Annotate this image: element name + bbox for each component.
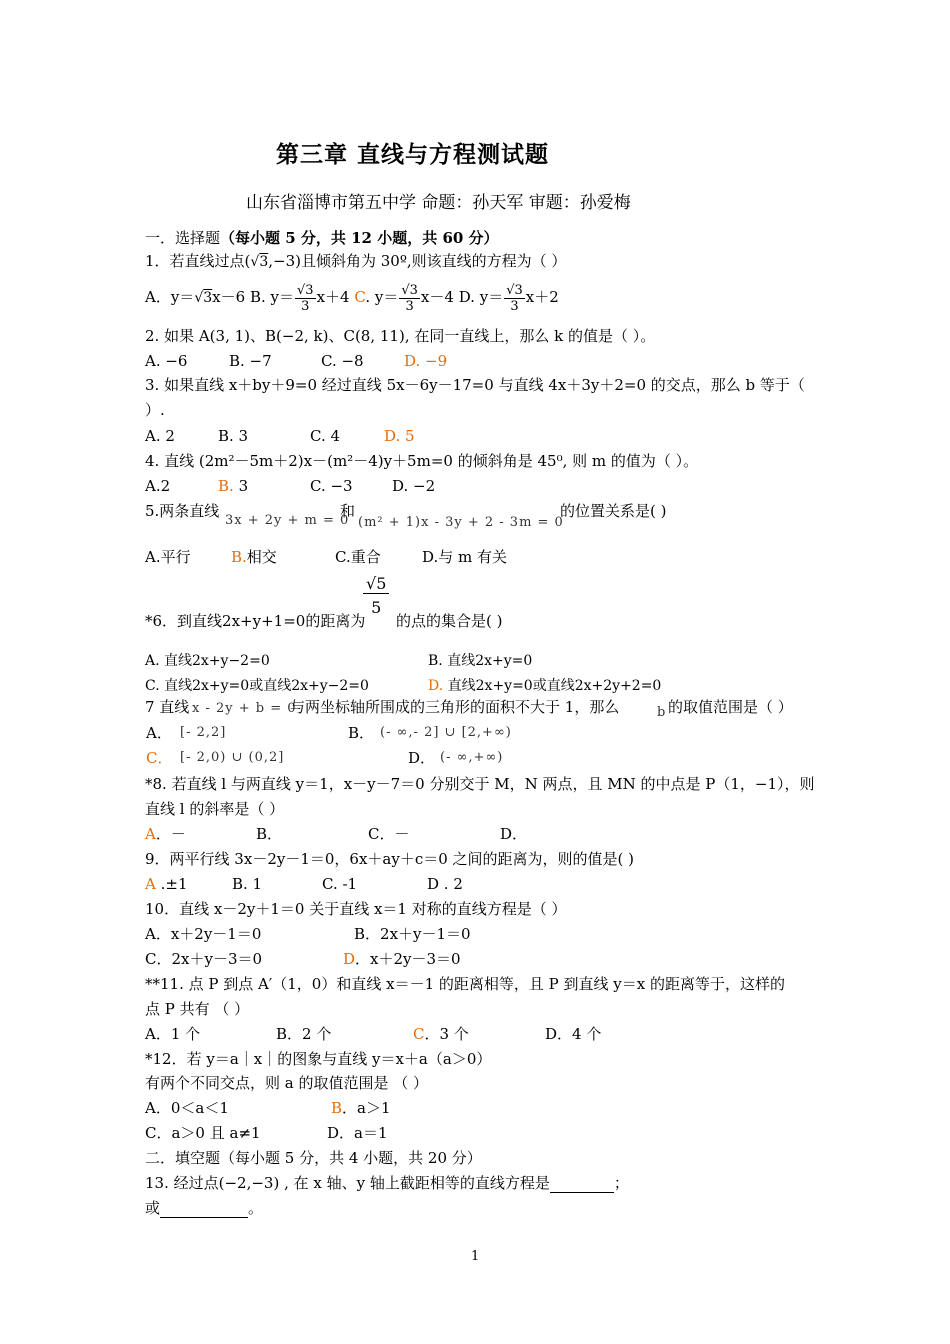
q3-option-b: B. 3	[218, 427, 249, 445]
q13-answer-blank-2[interactable]	[160, 1199, 248, 1218]
q1-option-b-pre: B. y＝	[249, 288, 294, 306]
q7-option-a-label: A．	[146, 724, 172, 742]
q5-option-c: C.重合	[335, 548, 381, 566]
q5-option-d: D.与 m 有关	[422, 548, 508, 566]
question-2-stem: 2. 如果 A(3, 1)、B(−2, k)、C(8, 11), 在同一直线上，那么 k 的值是（ ）。	[145, 327, 656, 345]
q1-option-a-sqrt: 3	[203, 290, 213, 306]
question-11-stem-line2: 点 P 共有 （ ）	[145, 1000, 250, 1018]
question-10-stem: 10．直线 x－2y＋1＝0 关于直线 x＝1 对称的直线方程是（ ）	[145, 900, 567, 918]
q12-option-a: A．0＜a＜1	[145, 1099, 229, 1117]
q10-option-a: A．x＋2y－1＝0	[145, 925, 262, 943]
q5-option-a: A.平行	[145, 548, 191, 566]
question-9-stem: 9．两平行线 3x－2y－1＝0，6x＋ay＋c＝0 之间的距离为，则的值是( )	[145, 850, 635, 868]
q7-option-a: [- 2,2]	[180, 725, 227, 740]
q1-option-a-pre: A．y＝	[145, 288, 195, 306]
q1-stem-end: ,−3)且倾斜角为 30º,则该直线的方程为（ ）	[268, 252, 567, 270]
q6-option-d: D. 直线2x+y=0或直线2x+2y+2=0	[428, 678, 662, 694]
q4-option-b: B. 3	[218, 477, 249, 495]
question-3-stem-line2: ）.	[145, 401, 165, 419]
q1-option-c-post: x－4	[420, 288, 454, 306]
q13-answer-blank-1[interactable]	[550, 1174, 614, 1193]
q7-equation: x - 2y + b = 0	[192, 701, 297, 716]
question-4-stem: 4. 直线 (2m²－5m＋2)x－(m²－4)y＋5m=0 的倾斜角是 45⁰, 则 m 的值为（ ）。	[145, 452, 699, 470]
q6-distance-fraction: √5 5	[363, 574, 389, 617]
q8-option-b: B．	[256, 825, 283, 843]
q11-option-a: A．1 个	[145, 1025, 201, 1043]
question-7-stem-end: 的取值范围是（ ）	[668, 698, 793, 716]
q10-option-b: B．2x＋y－1＝0	[354, 925, 471, 943]
question-5-stem-end: 的位置关系是( )	[560, 502, 667, 520]
q3-option-d: D. 5	[384, 427, 415, 445]
question-5-stem-start: 5.两条直线	[145, 502, 220, 520]
question-8-stem-line1: *8. 若直线 l 与两直线 y＝1，x－y－7＝0 分别交于 M，N 两点，且 MN 的中点是 P（1，−1），则	[145, 775, 815, 793]
question-13-alternative: 或 。	[145, 1199, 264, 1217]
q6-option-a: A. 直线2x+y−2=0	[145, 653, 270, 669]
q7-option-d: (- ∞,+∞)	[440, 750, 504, 765]
q2-option-c: C. −8	[321, 352, 364, 370]
page-subtitle: 山东省淄博市第五中学 命题：孙天军 审题：孙爱梅	[246, 193, 631, 213]
q6-option-c: C. 直线2x+y=0或直线2x+y−2=0	[145, 678, 369, 694]
page-title: 第三章 直线与方程测试题	[276, 141, 550, 168]
q2-option-a: A. −6	[145, 352, 188, 370]
section-one-header	[145, 229, 499, 247]
question-6-stem-start: *6．到直线2x+y+1=0的距离为	[145, 612, 366, 630]
q12-option-c: C．a＞0 且 a≠1	[145, 1124, 261, 1142]
q7-option-b: (- ∞,- 2] ∪ [2,+∞)	[380, 725, 512, 740]
question-7-stem-start: 7 直线	[145, 698, 190, 716]
q9-option-c: C. -1	[322, 875, 358, 893]
question-7-stem-mid: 与两坐标轴所围成的三角形的面积不大于 1，那么	[290, 698, 620, 716]
q9-option-a: A .±1	[145, 875, 188, 893]
q8-option-d: D．	[500, 825, 528, 843]
q10-option-c: C．2x＋y－3＝0	[145, 950, 263, 968]
q1-stem-start: 1．若直线过点(	[145, 252, 251, 270]
q10-option-d: D．x＋2y－3＝0	[343, 950, 461, 968]
q5-and: 和	[340, 502, 356, 520]
q11-option-c: C．3 个	[413, 1025, 469, 1043]
q1-option-b-post: x＋4	[316, 288, 350, 306]
q5-equation-2: (m² + 1)x - 3y + 2 - 3m = 0	[358, 515, 564, 530]
question-1-stem: 1．若直线过点(√3,−3)且倾斜角为 30º,则该直线的方程为（ ）	[145, 252, 567, 270]
question-1-options: A．y＝√3x－6 B. y＝ $\frac{√3}{3}$ x＋4 C. y＝ $\frac{√3}{3}$ x－4 D. y＝ $\frac{√3}{3}$ x＋2	[145, 282, 559, 314]
section-one-note: （每小题 5 分，共 12 小题，共 60 分）	[220, 229, 499, 247]
q5-equation-1: 3x + 2y + m = 0	[225, 513, 350, 528]
q11-option-b: B．2 个	[276, 1025, 332, 1043]
question-12-stem-line1: *12．若 y＝a｜x｜的图象与直线 y＝x＋a（a＞0）	[145, 1050, 492, 1068]
q8-option-c: C．－	[368, 825, 410, 843]
q7-option-b-label: B．	[348, 724, 375, 742]
q4-option-c: C. −3	[310, 477, 353, 495]
q6-option-b: B. 直线2x+y=0	[428, 653, 533, 669]
q5-option-b: B.相交	[231, 548, 277, 566]
q3-option-a: A. 2	[145, 427, 175, 445]
q1-option-c-pre: . y＝	[365, 288, 399, 306]
q12-option-d: D．a＝1	[327, 1124, 388, 1142]
q7-option-c: [- 2,0) ∪ (0,2]	[180, 750, 285, 765]
q9-option-d: D . 2	[427, 875, 463, 893]
q9-option-b: B. 1	[232, 875, 263, 893]
q7-option-c-label: C．	[146, 749, 173, 767]
q7-variable: b	[657, 705, 667, 720]
q1-option-b-fraction: $\frac{√3}{3}$	[297, 282, 314, 314]
q8-option-a: A．－	[145, 825, 186, 843]
q2-option-b: B. −7	[229, 352, 272, 370]
q1-option-c-label: C	[354, 288, 366, 306]
q12-option-b: B．a＞1	[331, 1099, 391, 1117]
q1-stem-sqrt: 3	[259, 254, 269, 270]
q1-option-c-fraction: $\frac{√3}{3}$	[401, 282, 418, 314]
section-two-header: 二．填空题（每小题 5 分，共 4 小题，共 20 分）	[145, 1149, 482, 1167]
q2-option-d: D. −9	[404, 352, 448, 370]
q1-option-d-fraction: $\frac{√3}{3}$	[506, 282, 523, 314]
q7-option-d-label: D．	[408, 749, 436, 767]
q1-option-d-pre: D. y＝	[458, 288, 504, 306]
page-number: 1	[471, 1249, 480, 1264]
question-13-stem: 13. 经过点(−2,−3) , 在 x 轴、y 轴上截距相等的直线方程是 ；	[145, 1174, 629, 1192]
q3-option-c: C. 4	[310, 427, 341, 445]
question-3-stem-line1: 3. 如果直线 x＋by＋9=0 经过直线 5x－6y－17=0 与直线 4x＋3y＋2=0 的交点，那么 b 等于（	[145, 376, 805, 394]
question-12-stem-line2: 有两个不同交点，则 a 的取值范围是 （ ）	[145, 1074, 429, 1092]
question-11-stem-line1: **11. 点 P 到点 A′（1，0）和直线 x＝－1 的距离相等，且 P 到直线 y＝x 的距离等于，这样的	[145, 975, 785, 993]
q1-option-a-post: x－6	[212, 288, 246, 306]
q11-option-d: D．4 个	[545, 1025, 602, 1043]
q1-option-d-post: x＋2	[525, 288, 559, 306]
question-6-stem-end: 的点的集合是( )	[396, 612, 503, 630]
q4-option-a: A.2	[145, 477, 171, 495]
section-one-label: 一．选择题	[145, 229, 221, 247]
question-8-stem-line2: 直线 l 的斜率是（ ）	[145, 800, 285, 818]
q4-option-d: D. −2	[392, 477, 436, 495]
